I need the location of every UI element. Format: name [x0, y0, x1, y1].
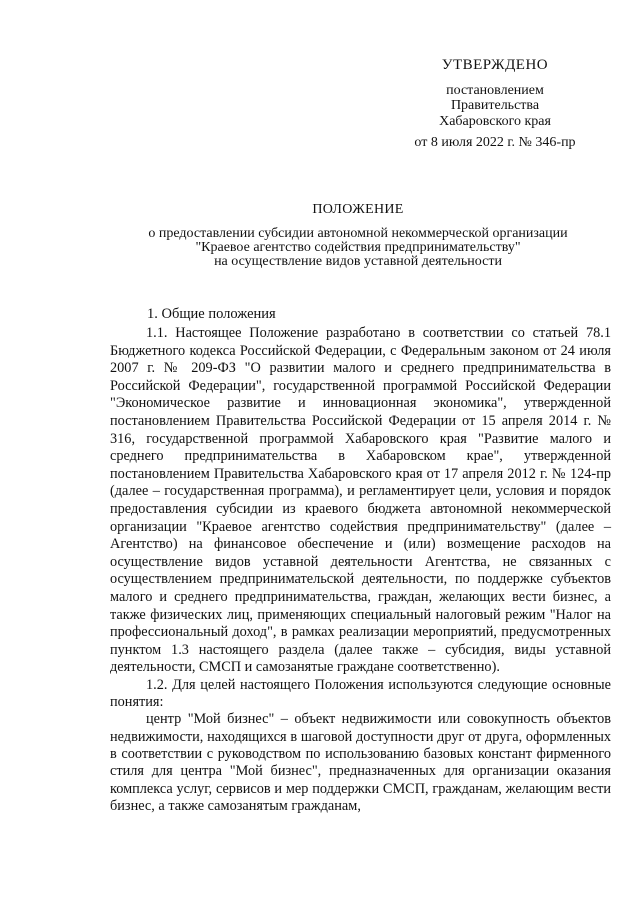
approval-line: Правительства — [450, 98, 540, 113]
paragraph-1-2: 1.2. Для целей настоящего Положения используются следующие основные понятия: — [110, 676, 611, 711]
paragraph-1-1: 1.1. Настоящее Положение разработано в соответствии со статьей 78.1 Бюджетного кодекса Российской Федерации, с Федеральным законом от 24 июля 2007 г. № 209-ФЗ "О развитии малого и среднего предпринимательства в Российской Федерации", государственной программой Российской Федерации "Экономическое развитие и инновационная экономика", утвержденной постановлением Правительства Российской Федерации от 15 апреля 2014 г. № 316, государственной программой Хабаровского края "Развитие малого и среднего предпринимательства в Хабаровском крае", утвержденной постановлением Правительства Хабаровского края от 17 апреля 2012 г. № 124-пр (далее – государственная программа), и регламентирует цели, условия и порядок предоставления субсидии из краевого бюджета автономной некоммерческой организации "Краевое агентство содействия предпринимательству" (далее – Агентство) на финансовое обеспечение и (или) возмещение расходов на осуществление видов уставной деятельности Агентства, не связанных с осуществлением предпринимательской деятельности, по поддержке субъектов малого и среднего предпринимательства, граждан, желающих вести бизнес, а также физических лиц, применяющих специальный налоговый режим "Налог на профессиональный доход", в рамках реализации мероприятий, предусмотренных пунктом 1.3 настоящего раздела (далее также – субсидия, виды уставной деятельности, СМСП и самозанятые граждане соответственно). — [110, 325, 611, 676]
approval-stamp — [380, 58, 610, 151]
approval-heading: УТВЕРЖДЕНО — [441, 57, 549, 73]
title-main: ПОЛОЖЕНИЕ — [312, 202, 404, 217]
document-title — [88, 203, 628, 269]
section-heading: 1. Общие положения — [147, 306, 276, 322]
approval-line: постановлением — [446, 82, 544, 98]
approval-date: от 8 июля 2022 г. № 346-пр — [414, 135, 576, 150]
approval-line: Хабаровского края — [439, 113, 551, 129]
document-body — [110, 325, 611, 815]
title-line: "Краевое агентство содействия предпринимательству" — [195, 240, 521, 255]
paragraph-definition-center: центр "Мой бизнес" – объект недвижимости или совокупность объектов недвижимости, находящихся в шаговой доступности друг от друга, оформленных в соответствии с руководством по использованию базовых констант фирменного стиля для центра "Мой бизнес", предназначенных для организации оказания комплекса услуг, сервисов и мер поддержки СМСП, гражданам, желающим вести бизнес, а также самозанятым гражданам, — [110, 711, 611, 814]
title-line: о предоставлении субсидии автономной некоммерческой организации — [148, 226, 568, 241]
title-line: на осуществление видов уставной деятельности — [214, 254, 502, 269]
